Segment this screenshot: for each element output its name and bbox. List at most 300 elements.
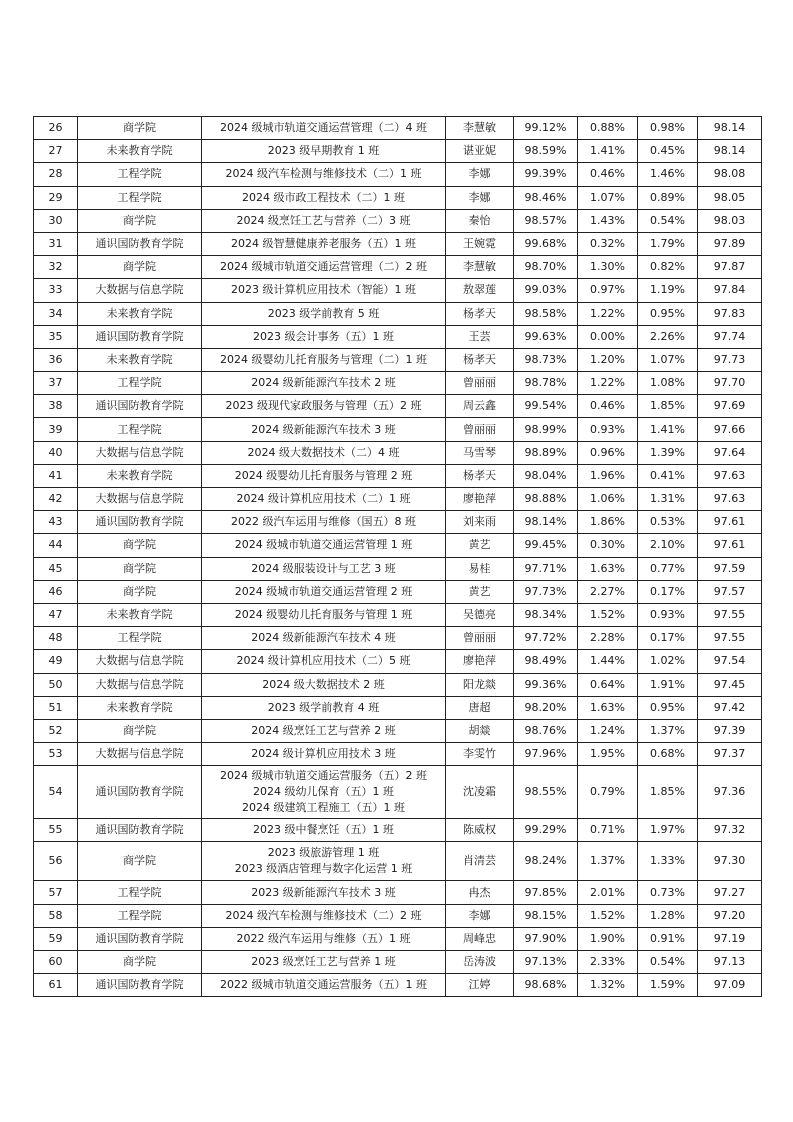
class-cell	[202, 627, 446, 650]
class-name: 2023 级早期教育 1 班	[267, 144, 380, 158]
table-row	[34, 743, 762, 766]
rate-2-cell: 0.30%	[578, 534, 638, 557]
class-name: 2024 级幼儿保育（五）1 班	[253, 785, 394, 799]
class-cell	[202, 534, 446, 557]
table-row	[34, 140, 762, 163]
ranking-table	[33, 116, 762, 997]
class-name: 2022 级汽车运用与维修（五）1 班	[236, 931, 411, 945]
score-cell: 97.57	[698, 580, 762, 603]
class-name: 2024 级城市轨道交通运营管理（二）4 班	[220, 121, 427, 135]
rate-3-cell: 1.85%	[638, 395, 698, 418]
teacher-cell: 曾丽丽	[446, 372, 514, 395]
rate-3-cell: 0.95%	[638, 302, 698, 325]
college-cell: 工程学院	[78, 418, 202, 441]
row-number-cell: 57	[34, 881, 78, 904]
rate-1-cell: 98.34%	[514, 603, 578, 626]
row-number-cell: 51	[34, 696, 78, 719]
class-name: 2023 级会计事务（五）1 班	[253, 329, 394, 343]
table-row	[34, 256, 762, 279]
table-row	[34, 511, 762, 534]
score-cell: 97.66	[698, 418, 762, 441]
rate-2-cell: 1.32%	[578, 974, 638, 997]
class-cell	[202, 696, 446, 719]
rate-3-cell: 0.98%	[638, 117, 698, 140]
class-cell	[202, 904, 446, 927]
rate-2-cell: 1.52%	[578, 904, 638, 927]
score-cell: 97.09	[698, 974, 762, 997]
rate-3-cell: 0.54%	[638, 951, 698, 974]
rate-2-cell: 0.46%	[578, 163, 638, 186]
rate-3-cell: 0.73%	[638, 881, 698, 904]
class-cell	[202, 186, 446, 209]
row-number-cell: 39	[34, 418, 78, 441]
college-cell: 商学院	[78, 580, 202, 603]
rate-2-cell: 1.43%	[578, 209, 638, 232]
rate-1-cell: 97.90%	[514, 927, 578, 950]
row-number-cell: 45	[34, 557, 78, 580]
rate-1-cell: 99.39%	[514, 163, 578, 186]
row-number-cell: 49	[34, 650, 78, 673]
college-cell: 未来教育学院	[78, 348, 202, 371]
table-row	[34, 441, 762, 464]
rate-2-cell: 1.07%	[578, 186, 638, 209]
college-cell: 工程学院	[78, 372, 202, 395]
teacher-cell: 江婷	[446, 974, 514, 997]
rate-2-cell: 0.96%	[578, 441, 638, 464]
row-number-cell: 26	[34, 117, 78, 140]
teacher-cell: 李雯竹	[446, 743, 514, 766]
class-cell	[202, 441, 446, 464]
score-cell: 98.14	[698, 117, 762, 140]
rate-3-cell: 0.91%	[638, 927, 698, 950]
teacher-cell: 杨孝天	[446, 302, 514, 325]
rate-3-cell: 0.45%	[638, 140, 698, 163]
college-cell: 商学院	[78, 557, 202, 580]
rate-2-cell: 1.22%	[578, 302, 638, 325]
table-row	[34, 650, 762, 673]
row-number-cell: 55	[34, 819, 78, 842]
class-name: 2024 级建筑工程施工（五）1 班	[242, 801, 405, 815]
teacher-cell: 曾丽丽	[446, 418, 514, 441]
rate-1-cell: 97.96%	[514, 743, 578, 766]
rate-3-cell: 1.33%	[638, 842, 698, 881]
college-cell: 大数据与信息学院	[78, 650, 202, 673]
teacher-cell: 黄艺	[446, 580, 514, 603]
rate-2-cell: 1.41%	[578, 140, 638, 163]
row-number-cell: 28	[34, 163, 78, 186]
teacher-cell: 敖翠莲	[446, 279, 514, 302]
rate-3-cell: 1.31%	[638, 488, 698, 511]
college-cell: 未来教育学院	[78, 140, 202, 163]
row-number-cell: 27	[34, 140, 78, 163]
rate-1-cell: 98.78%	[514, 372, 578, 395]
college-cell: 商学院	[78, 534, 202, 557]
score-cell: 97.69	[698, 395, 762, 418]
rate-3-cell: 1.41%	[638, 418, 698, 441]
rate-3-cell: 1.19%	[638, 279, 698, 302]
teacher-cell: 沈凌霜	[446, 766, 514, 819]
table-row	[34, 951, 762, 974]
rate-2-cell: 1.22%	[578, 372, 638, 395]
rate-3-cell: 0.68%	[638, 743, 698, 766]
rate-3-cell: 0.17%	[638, 580, 698, 603]
college-cell: 通识国防教育学院	[78, 395, 202, 418]
row-number-cell: 36	[34, 348, 78, 371]
college-cell: 商学院	[78, 719, 202, 742]
score-cell: 97.19	[698, 927, 762, 950]
rate-3-cell: 0.54%	[638, 209, 698, 232]
college-cell: 商学院	[78, 842, 202, 881]
row-number-cell: 35	[34, 325, 78, 348]
class-name: 2023 级现代家政服务与管理（五）2 班	[225, 399, 422, 413]
college-cell: 未来教育学院	[78, 603, 202, 626]
table-row	[34, 464, 762, 487]
rate-3-cell: 1.97%	[638, 819, 698, 842]
class-name: 2023 级计算机应用技术（智能）1 班	[231, 283, 416, 297]
teacher-cell: 秦怡	[446, 209, 514, 232]
rate-1-cell: 98.46%	[514, 186, 578, 209]
teacher-cell: 曾丽丽	[446, 627, 514, 650]
teacher-cell: 周云鑫	[446, 395, 514, 418]
class-cell	[202, 881, 446, 904]
class-cell	[202, 348, 446, 371]
row-number-cell: 54	[34, 766, 78, 819]
class-name: 2024 级婴幼儿托育服务与管理 1 班	[234, 608, 413, 622]
rate-3-cell: 1.91%	[638, 673, 698, 696]
teacher-cell: 岳涛波	[446, 951, 514, 974]
class-cell	[202, 464, 446, 487]
rate-1-cell: 98.73%	[514, 348, 578, 371]
college-cell: 通识国防教育学院	[78, 325, 202, 348]
row-number-cell: 58	[34, 904, 78, 927]
college-cell: 工程学院	[78, 904, 202, 927]
class-cell	[202, 418, 446, 441]
score-cell: 97.13	[698, 951, 762, 974]
class-cell	[202, 951, 446, 974]
row-number-cell: 47	[34, 603, 78, 626]
class-name: 2024 级计算机应用技术（二）5 班	[236, 654, 411, 668]
table-row	[34, 580, 762, 603]
rate-2-cell: 0.64%	[578, 673, 638, 696]
college-cell: 通识国防教育学院	[78, 511, 202, 534]
table-row	[34, 819, 762, 842]
table-row	[34, 302, 762, 325]
class-name: 2024 级城市轨道交通运营服务（五）2 班	[220, 769, 427, 783]
row-number-cell: 31	[34, 232, 78, 255]
rate-1-cell: 99.68%	[514, 232, 578, 255]
teacher-cell: 李娜	[446, 163, 514, 186]
class-name: 2024 级烹饪工艺与营养 2 班	[251, 723, 396, 737]
table-row	[34, 904, 762, 927]
teacher-cell: 易桂	[446, 557, 514, 580]
row-number-cell: 41	[34, 464, 78, 487]
class-cell	[202, 842, 446, 881]
class-cell	[202, 488, 446, 511]
class-cell	[202, 766, 446, 819]
college-cell: 未来教育学院	[78, 302, 202, 325]
table-row	[34, 209, 762, 232]
rate-2-cell: 1.63%	[578, 557, 638, 580]
score-cell: 97.64	[698, 441, 762, 464]
teacher-cell: 冉杰	[446, 881, 514, 904]
score-cell: 97.37	[698, 743, 762, 766]
row-number-cell: 32	[34, 256, 78, 279]
rate-2-cell: 2.27%	[578, 580, 638, 603]
row-number-cell: 37	[34, 372, 78, 395]
class-name: 2024 级城市轨道交通运营管理 1 班	[234, 538, 413, 552]
class-cell	[202, 325, 446, 348]
table-row	[34, 927, 762, 950]
teacher-cell: 刘来雨	[446, 511, 514, 534]
score-cell: 97.27	[698, 881, 762, 904]
teacher-cell: 李慧敏	[446, 256, 514, 279]
teacher-cell: 李娜	[446, 904, 514, 927]
class-name: 2022 级汽车运用与维修（国五）8 班	[231, 515, 416, 529]
row-number-cell: 30	[34, 209, 78, 232]
rate-1-cell: 98.57%	[514, 209, 578, 232]
row-number-cell: 46	[34, 580, 78, 603]
row-number-cell: 38	[34, 395, 78, 418]
rate-3-cell: 1.59%	[638, 974, 698, 997]
row-number-cell: 34	[34, 302, 78, 325]
teacher-cell: 吴德亮	[446, 603, 514, 626]
rate-3-cell: 0.77%	[638, 557, 698, 580]
score-cell: 97.39	[698, 719, 762, 742]
college-cell: 大数据与信息学院	[78, 488, 202, 511]
table-body	[34, 117, 762, 997]
college-cell: 大数据与信息学院	[78, 673, 202, 696]
score-cell: 98.03	[698, 209, 762, 232]
class-cell	[202, 372, 446, 395]
class-name: 2024 级城市轨道交通运营管理 2 班	[234, 584, 413, 598]
row-number-cell: 52	[34, 719, 78, 742]
row-number-cell: 43	[34, 511, 78, 534]
class-name: 2024 级市政工程技术（二）1 班	[242, 190, 405, 204]
class-name: 2024 级汽车检测与维修技术（二）1 班	[225, 167, 422, 181]
class-name: 2024 级婴幼儿托育服务与管理 2 班	[234, 468, 413, 482]
rate-3-cell: 1.28%	[638, 904, 698, 927]
class-cell	[202, 140, 446, 163]
table-row	[34, 232, 762, 255]
row-number-cell: 56	[34, 842, 78, 881]
score-cell: 97.36	[698, 766, 762, 819]
rate-3-cell: 1.85%	[638, 766, 698, 819]
rate-2-cell: 2.28%	[578, 627, 638, 650]
row-number-cell: 50	[34, 673, 78, 696]
rate-2-cell: 1.30%	[578, 256, 638, 279]
class-cell	[202, 117, 446, 140]
rate-3-cell: 1.79%	[638, 232, 698, 255]
rate-1-cell: 97.73%	[514, 580, 578, 603]
rate-1-cell: 98.49%	[514, 650, 578, 673]
college-cell: 通识国防教育学院	[78, 232, 202, 255]
rate-1-cell: 98.99%	[514, 418, 578, 441]
class-name: 2023 级学前教育 4 班	[267, 700, 380, 714]
class-cell	[202, 974, 446, 997]
rate-2-cell: 1.44%	[578, 650, 638, 673]
teacher-cell: 肖清芸	[446, 842, 514, 881]
rate-1-cell: 99.45%	[514, 534, 578, 557]
table-row	[34, 117, 762, 140]
class-name: 2024 级新能源汽车技术 2 班	[251, 376, 396, 390]
teacher-cell: 黄艺	[446, 534, 514, 557]
rate-1-cell: 98.24%	[514, 842, 578, 881]
rate-3-cell: 1.39%	[638, 441, 698, 464]
class-cell	[202, 256, 446, 279]
rate-1-cell: 99.63%	[514, 325, 578, 348]
college-cell: 商学院	[78, 951, 202, 974]
table-row	[34, 974, 762, 997]
table-row	[34, 186, 762, 209]
class-name: 2023 级酒店管理与数字化运营 1 班	[234, 862, 413, 876]
table-row	[34, 881, 762, 904]
row-number-cell: 59	[34, 927, 78, 950]
row-number-cell: 42	[34, 488, 78, 511]
rate-2-cell: 0.79%	[578, 766, 638, 819]
score-cell: 97.70	[698, 372, 762, 395]
rate-1-cell: 98.70%	[514, 256, 578, 279]
teacher-cell: 阳龙燚	[446, 673, 514, 696]
teacher-cell: 周峰忠	[446, 927, 514, 950]
row-number-cell: 53	[34, 743, 78, 766]
class-name: 2024 级大数据技术（二）4 班	[247, 445, 400, 459]
class-name: 2023 级新能源汽车技术 3 班	[251, 885, 396, 899]
college-cell: 未来教育学院	[78, 696, 202, 719]
rate-2-cell: 1.86%	[578, 511, 638, 534]
row-number-cell: 48	[34, 627, 78, 650]
teacher-cell: 廖艳萍	[446, 488, 514, 511]
class-name: 2024 级婴幼儿托育服务与管理（二）1 班	[220, 352, 427, 366]
score-cell: 97.73	[698, 348, 762, 371]
score-cell: 98.05	[698, 186, 762, 209]
rate-1-cell: 99.12%	[514, 117, 578, 140]
teacher-cell: 廖艳萍	[446, 650, 514, 673]
rate-1-cell: 98.14%	[514, 511, 578, 534]
class-cell	[202, 232, 446, 255]
class-name: 2024 级汽车检测与维修技术（二）2 班	[225, 908, 422, 922]
table-row	[34, 603, 762, 626]
rate-3-cell: 1.07%	[638, 348, 698, 371]
college-cell: 未来教育学院	[78, 464, 202, 487]
rate-2-cell: 0.71%	[578, 819, 638, 842]
rate-3-cell: 0.41%	[638, 464, 698, 487]
row-number-cell: 29	[34, 186, 78, 209]
college-cell: 工程学院	[78, 163, 202, 186]
rate-2-cell: 0.97%	[578, 279, 638, 302]
table-row	[34, 766, 762, 819]
rate-2-cell: 0.88%	[578, 117, 638, 140]
row-number-cell: 33	[34, 279, 78, 302]
rate-3-cell: 0.17%	[638, 627, 698, 650]
rate-1-cell: 98.88%	[514, 488, 578, 511]
score-cell: 98.14	[698, 140, 762, 163]
college-cell: 工程学院	[78, 627, 202, 650]
teacher-cell: 马雪琴	[446, 441, 514, 464]
score-cell: 97.42	[698, 696, 762, 719]
score-cell: 97.87	[698, 256, 762, 279]
teacher-cell: 谌亚妮	[446, 140, 514, 163]
class-name: 2023 级烹饪工艺与营养 1 班	[251, 955, 396, 969]
rate-2-cell: 1.95%	[578, 743, 638, 766]
table-row	[34, 279, 762, 302]
college-cell: 商学院	[78, 117, 202, 140]
rate-2-cell: 1.90%	[578, 927, 638, 950]
teacher-cell: 杨孝天	[446, 348, 514, 371]
table-row	[34, 325, 762, 348]
rate-1-cell: 98.58%	[514, 302, 578, 325]
class-name: 2024 级服装设计与工艺 3 班	[251, 561, 396, 575]
class-cell	[202, 279, 446, 302]
college-cell: 大数据与信息学院	[78, 743, 202, 766]
table-row	[34, 842, 762, 881]
rate-1-cell: 97.85%	[514, 881, 578, 904]
rate-1-cell: 99.54%	[514, 395, 578, 418]
score-cell: 97.61	[698, 511, 762, 534]
college-cell: 通识国防教育学院	[78, 766, 202, 819]
class-cell	[202, 395, 446, 418]
score-cell: 98.08	[698, 163, 762, 186]
rate-3-cell: 1.02%	[638, 650, 698, 673]
college-cell: 工程学院	[78, 186, 202, 209]
table-row	[34, 696, 762, 719]
class-cell	[202, 927, 446, 950]
class-name: 2023 级学前教育 5 班	[267, 306, 380, 320]
college-cell: 通识国防教育学院	[78, 927, 202, 950]
rate-1-cell: 98.15%	[514, 904, 578, 927]
rate-1-cell: 99.03%	[514, 279, 578, 302]
teacher-cell: 胡燚	[446, 719, 514, 742]
teacher-cell: 李娜	[446, 186, 514, 209]
row-number-cell: 60	[34, 951, 78, 974]
rate-1-cell: 98.59%	[514, 140, 578, 163]
score-cell: 97.55	[698, 603, 762, 626]
teacher-cell: 李慧敏	[446, 117, 514, 140]
score-cell: 97.63	[698, 464, 762, 487]
class-name: 2024 级城市轨道交通运营管理（二）2 班	[220, 260, 427, 274]
class-cell	[202, 580, 446, 603]
rate-2-cell: 0.93%	[578, 418, 638, 441]
class-cell	[202, 302, 446, 325]
rate-3-cell: 0.82%	[638, 256, 698, 279]
score-cell: 97.74	[698, 325, 762, 348]
rate-1-cell: 97.72%	[514, 627, 578, 650]
rate-3-cell: 0.89%	[638, 186, 698, 209]
score-cell: 97.30	[698, 842, 762, 881]
rate-1-cell: 98.55%	[514, 766, 578, 819]
score-cell: 97.32	[698, 819, 762, 842]
rate-3-cell: 0.93%	[638, 603, 698, 626]
college-cell: 工程学院	[78, 881, 202, 904]
class-cell	[202, 819, 446, 842]
college-cell: 通识国防教育学院	[78, 974, 202, 997]
rate-2-cell: 1.63%	[578, 696, 638, 719]
row-number-cell: 61	[34, 974, 78, 997]
class-cell	[202, 209, 446, 232]
rate-1-cell: 98.68%	[514, 974, 578, 997]
class-cell	[202, 743, 446, 766]
class-name: 2024 级烹饪工艺与营养（二）3 班	[236, 213, 411, 227]
college-cell: 大数据与信息学院	[78, 441, 202, 464]
rate-1-cell: 97.13%	[514, 951, 578, 974]
class-name: 2024 级计算机应用技术（二）1 班	[236, 492, 411, 506]
score-cell: 97.63	[698, 488, 762, 511]
class-cell	[202, 719, 446, 742]
rate-1-cell: 98.20%	[514, 696, 578, 719]
class-name: 2024 级智慧健康养老服务（五）1 班	[231, 237, 416, 251]
table-row	[34, 488, 762, 511]
rate-3-cell: 0.95%	[638, 696, 698, 719]
college-cell: 商学院	[78, 256, 202, 279]
